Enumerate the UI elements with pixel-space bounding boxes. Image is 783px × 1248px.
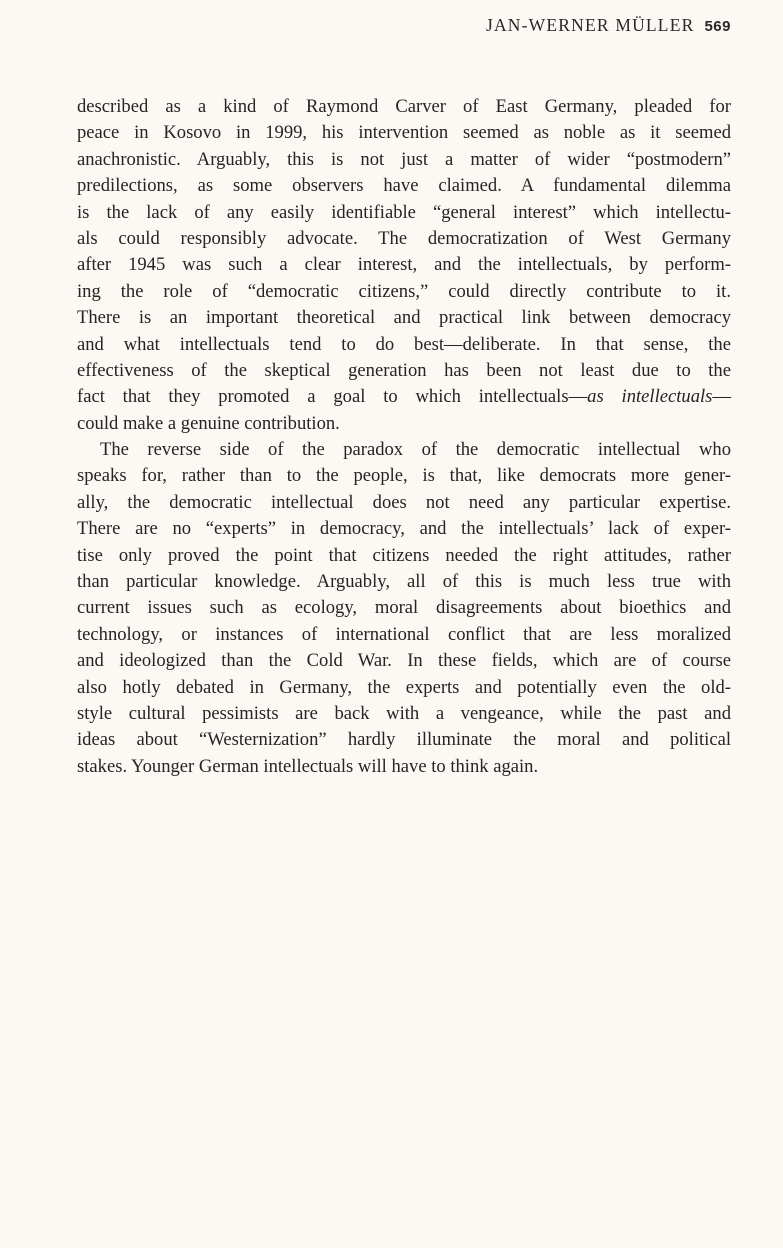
text-line: ally, the democratic intellectual does not need any particular expertise. [77, 491, 731, 513]
text-segment: fact that they promoted a goal to which intellectuals— [77, 386, 588, 408]
text-line: anachronistic. Arguably, this is not just a matter of wider “postmodern” [77, 148, 731, 170]
text-line: also hotly debated in Germany, the experts and potentially even the old- [77, 676, 731, 698]
text-line: tise only proved the point that citizens needed the right attitudes, rather [77, 544, 731, 566]
text-line: current issues such as ecology, moral disagreements about bioethics and [77, 597, 731, 619]
text-line: ing the role of “democratic citizens,” could directly contribute to it. [77, 280, 731, 302]
text-line: after 1945 was such a clear interest, and the intellectuals, by perform- [77, 254, 731, 276]
text-line: There are no “experts” in democracy, and the intellectuals’ lack of exper- [77, 518, 731, 540]
text-line: could make a genuine contribution. [77, 412, 340, 434]
text-line: als could responsibly advocate. The democratization of West Germany [77, 227, 731, 249]
italic-emphasis: as intellectuals [587, 386, 713, 408]
text-line: peace in Kosovo in 1999, his intervention seemed as noble as it seemed [77, 122, 731, 144]
text-line: The reverse side of the paradox of the democratic intellectual who [100, 439, 731, 461]
paragraph-2 [77, 437, 731, 780]
text-line: described as a kind of Raymond Carver of East Germany, pleaded for [77, 96, 731, 117]
text-segment: — [712, 386, 731, 408]
text-line: stakes. Younger German intellectuals will have to think again. [77, 755, 539, 777]
text-line: ideas about “Westernization” hardly illuminate the moral and political [77, 729, 731, 751]
text-line: technology, or instances of international conflict that are less moralized [77, 623, 731, 645]
text-line: is the lack of any easily identifiable “general interest” which intellectu- [77, 201, 731, 223]
text-line: style cultural pessimists are back with a vengeance, while the past and [77, 702, 731, 724]
text-line: and ideologized than the Cold War. In these fields, which are of course [77, 650, 731, 672]
running-head [486, 15, 731, 36]
text-line [77, 384, 731, 410]
body-text [77, 94, 731, 780]
text-line: speaks for, rather than to the people, is that, like democrats more gener- [77, 465, 731, 487]
running-head-author: JAN-WERNER MÜLLER [485, 15, 695, 35]
text-line: predilections, as some observers have claimed. A fundamental dilemma [77, 175, 731, 197]
text-line: than particular knowledge. Arguably, all of this is much less true with [77, 571, 731, 593]
paragraph-1 [77, 94, 731, 437]
text-line: There is an important theoretical and practical link between democracy [77, 307, 731, 329]
text-line: and what intellectuals tend to do best—deliberate. In that sense, the [77, 333, 731, 355]
text-line: effectiveness of the skeptical generation has been not least due to the [77, 359, 731, 381]
page-number: 569 [704, 18, 731, 35]
